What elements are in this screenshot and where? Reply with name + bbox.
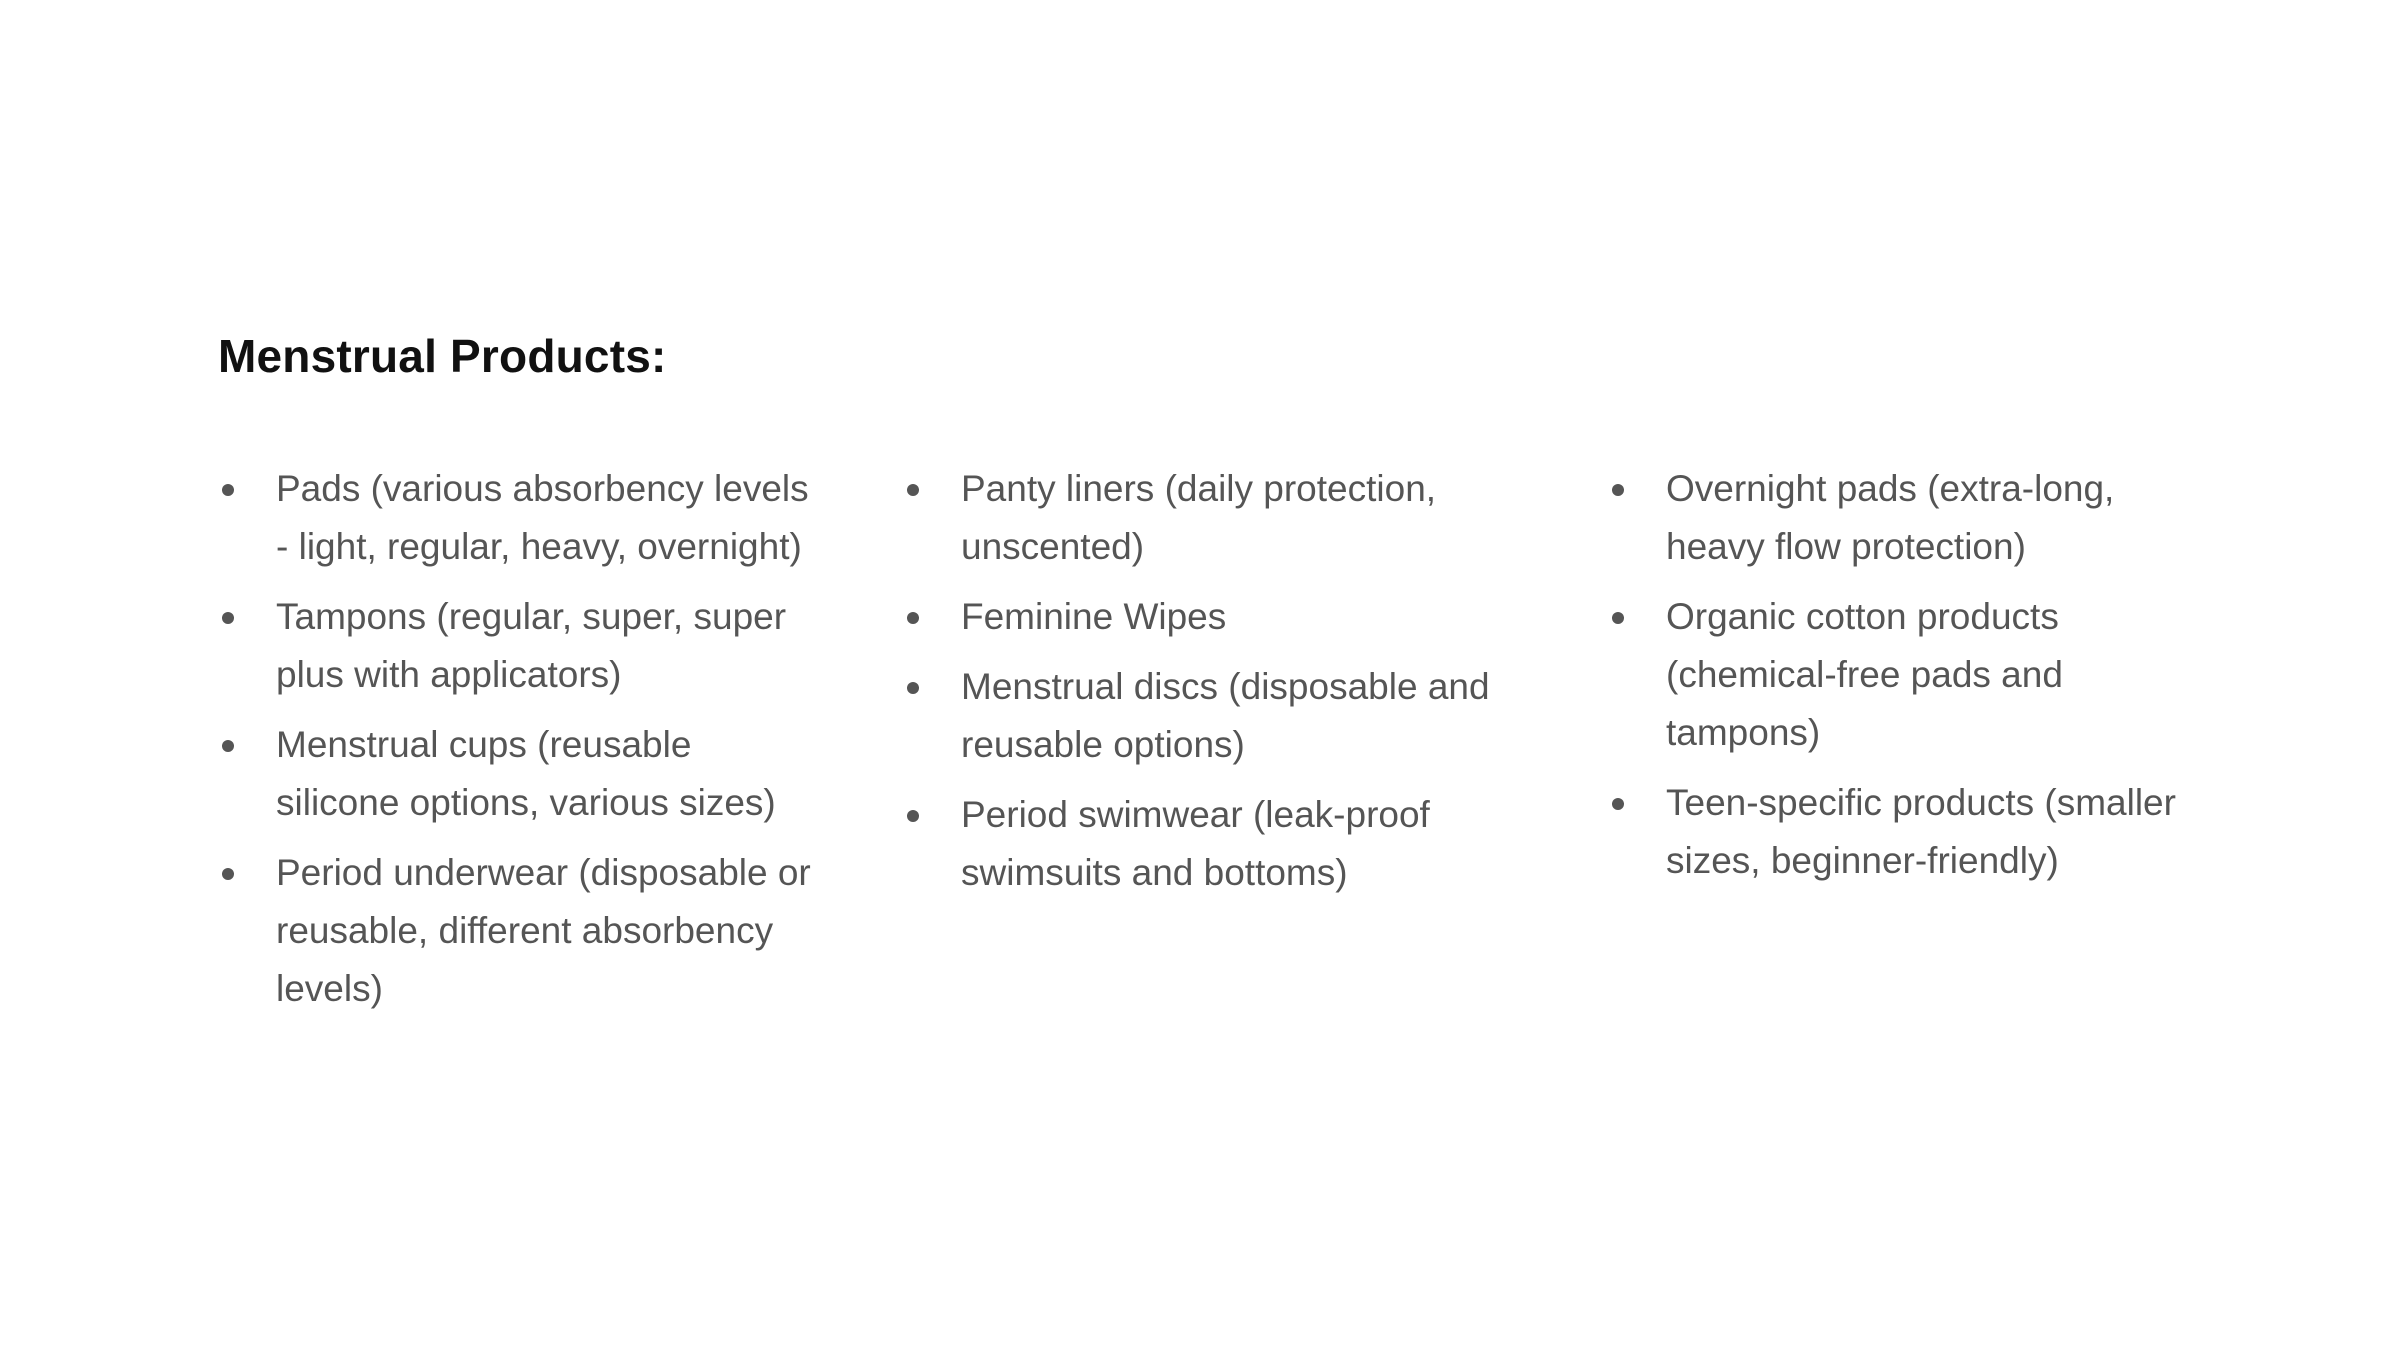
list-item: [218, 844, 818, 1018]
list-item-text: Organic cotton products (chemical-free pads and tampons): [1666, 596, 2063, 753]
bullet-icon: [907, 484, 919, 496]
list-item-text: Pads (various absorbency levels - light, regular, heavy, overnight): [276, 468, 809, 567]
list-item: [903, 786, 1523, 902]
bullet-icon: [1612, 612, 1624, 624]
list-item: [1608, 460, 2218, 576]
bullet-icon: [222, 612, 234, 624]
product-list-column-1: [218, 460, 818, 1030]
list-item-text: Panty liners (daily protection, unscented): [961, 468, 1437, 567]
list-item-text: Period underwear (disposable or reusable, different absorbency levels): [276, 852, 811, 1009]
list-item-text: Overnight pads (extra-long, heavy flow protection): [1666, 468, 2115, 567]
list-item: [903, 658, 1523, 774]
list-item-text: Teen-specific products (smaller sizes, beginner-friendly): [1666, 782, 2176, 881]
bullet-icon: [222, 484, 234, 496]
list-item: [218, 588, 818, 704]
list-item: [1608, 774, 2218, 890]
list-item-text: Period swimwear (leak-proof swimsuits and bottoms): [961, 794, 1430, 893]
product-list-column-2: [903, 460, 1523, 914]
list-item: [903, 460, 1523, 576]
list-item-text: Menstrual discs (disposable and reusable options): [961, 666, 1490, 765]
bullet-icon: [222, 868, 234, 880]
bullet-icon: [222, 740, 234, 752]
list-item: [218, 460, 818, 576]
list-item: [218, 716, 818, 832]
bullet-icon: [907, 810, 919, 822]
list-item-text: Tampons (regular, super, super plus with applicators): [276, 596, 787, 695]
list-item: [1608, 588, 2218, 762]
bullet-icon: [1612, 484, 1624, 496]
page-title: Menstrual Products:: [218, 330, 667, 382]
product-list-column-3: [1608, 460, 2218, 902]
list-item: [903, 588, 1523, 646]
bullet-icon: [907, 682, 919, 694]
bullet-icon: [1612, 798, 1624, 810]
bullet-icon: [907, 612, 919, 624]
list-item-text: Feminine Wipes: [961, 596, 1227, 637]
list-item-text: Menstrual cups (reusable silicone options, various sizes): [276, 724, 776, 823]
